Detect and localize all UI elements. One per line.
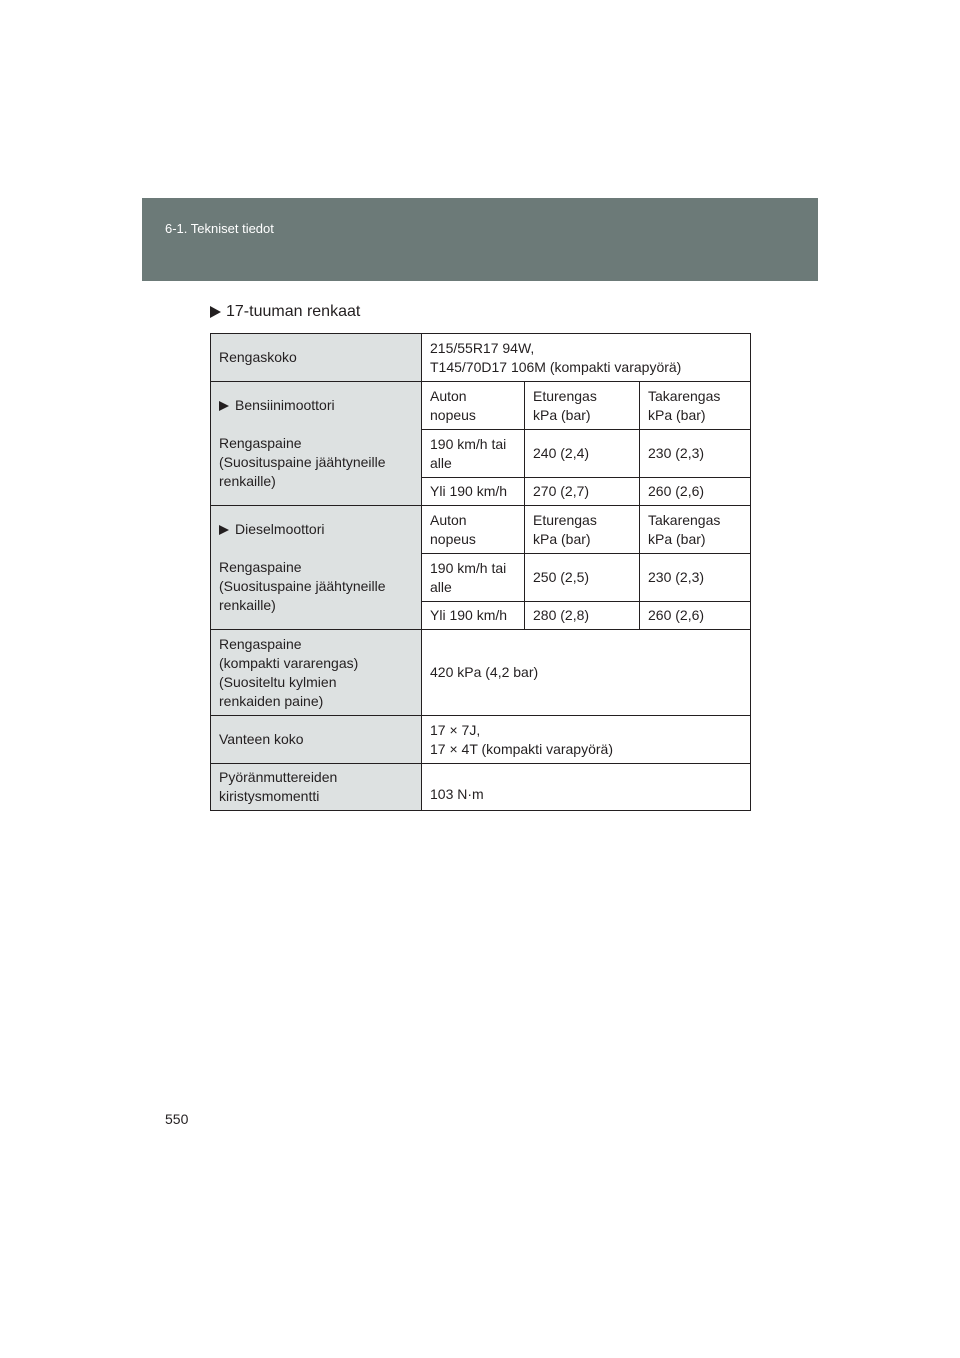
speed-cell: 190 km/h tai alle [422, 430, 525, 478]
triangle-bullet-icon [219, 401, 229, 411]
petrol-engine-label: Bensiinimoottori [235, 397, 335, 413]
table-row-torque [211, 764, 751, 811]
diesel-engine-label: Dieselmoottori [235, 521, 325, 537]
torque-value: 103 N·m [422, 764, 751, 811]
speed-header: Auton nopeus [422, 506, 525, 554]
table-row-rim-size [211, 716, 751, 764]
rim-size-label: Vanteen koko [211, 716, 422, 764]
diesel-pressure-label: Dieselmoottori Rengaspaine (Suosituspaine jäähtyneille renkaille) [211, 506, 422, 630]
speed-cell: Yli 190 km/h [422, 602, 525, 630]
rim-size-value: 17 × 7J, 17 × 4T (kompakti varapyörä) [422, 716, 751, 764]
table-row-tire-size [211, 334, 751, 382]
torque-label: Pyöränmuttereiden kiristysmomentti [211, 764, 422, 811]
chapter-header [142, 198, 818, 281]
speed-header: Auton nopeus [422, 382, 525, 430]
spare-pressure-label: Rengaspaine (kompakti vararengas) (Suositeltu kylmien renkaiden paine) [211, 630, 422, 716]
rear-pressure-cell: 260 (2,6) [640, 602, 751, 630]
table-row-petrol-header [211, 382, 751, 430]
speed-cell: Yli 190 km/h [422, 478, 525, 506]
tire-size-value: 215/55R17 94W, T145/70D17 106M (kompakti varapyörä) [422, 334, 751, 382]
rear-pressure-cell: 230 (2,3) [640, 430, 751, 478]
rear-pressure-cell: 260 (2,6) [640, 478, 751, 506]
front-pressure-cell: 280 (2,8) [525, 602, 640, 630]
triangle-bullet-icon [219, 525, 229, 535]
section-title [210, 303, 360, 321]
front-pressure-cell: 250 (2,5) [525, 554, 640, 602]
rear-header: Takarengas kPa (bar) [640, 382, 751, 430]
page-number: 550 [165, 1111, 189, 1127]
front-pressure-cell: 240 (2,4) [525, 430, 640, 478]
table-row-diesel-header [211, 506, 751, 554]
section-title-text: 17-tuuman renkaat [226, 303, 361, 320]
tire-size-label: Rengaskoko [211, 334, 422, 382]
front-header: Eturengas kPa (bar) [525, 506, 640, 554]
rear-pressure-cell: 230 (2,3) [640, 554, 751, 602]
table-row-spare-pressure [211, 630, 751, 716]
rear-header: Takarengas kPa (bar) [640, 506, 751, 554]
tire-spec-table [210, 333, 751, 811]
front-pressure-cell: 270 (2,7) [525, 478, 640, 506]
spare-pressure-value: 420 kPa (4,2 bar) [422, 630, 751, 716]
triangle-bullet-icon [210, 306, 221, 318]
petrol-pressure-label: Bensiinimoottori Rengaspaine (Suosituspaine jäähtyneille renkaille) [211, 382, 422, 506]
speed-cell: 190 km/h tai alle [422, 554, 525, 602]
chapter-title: 6-1. Tekniset tiedot [165, 221, 274, 236]
front-header: Eturengas kPa (bar) [525, 382, 640, 430]
